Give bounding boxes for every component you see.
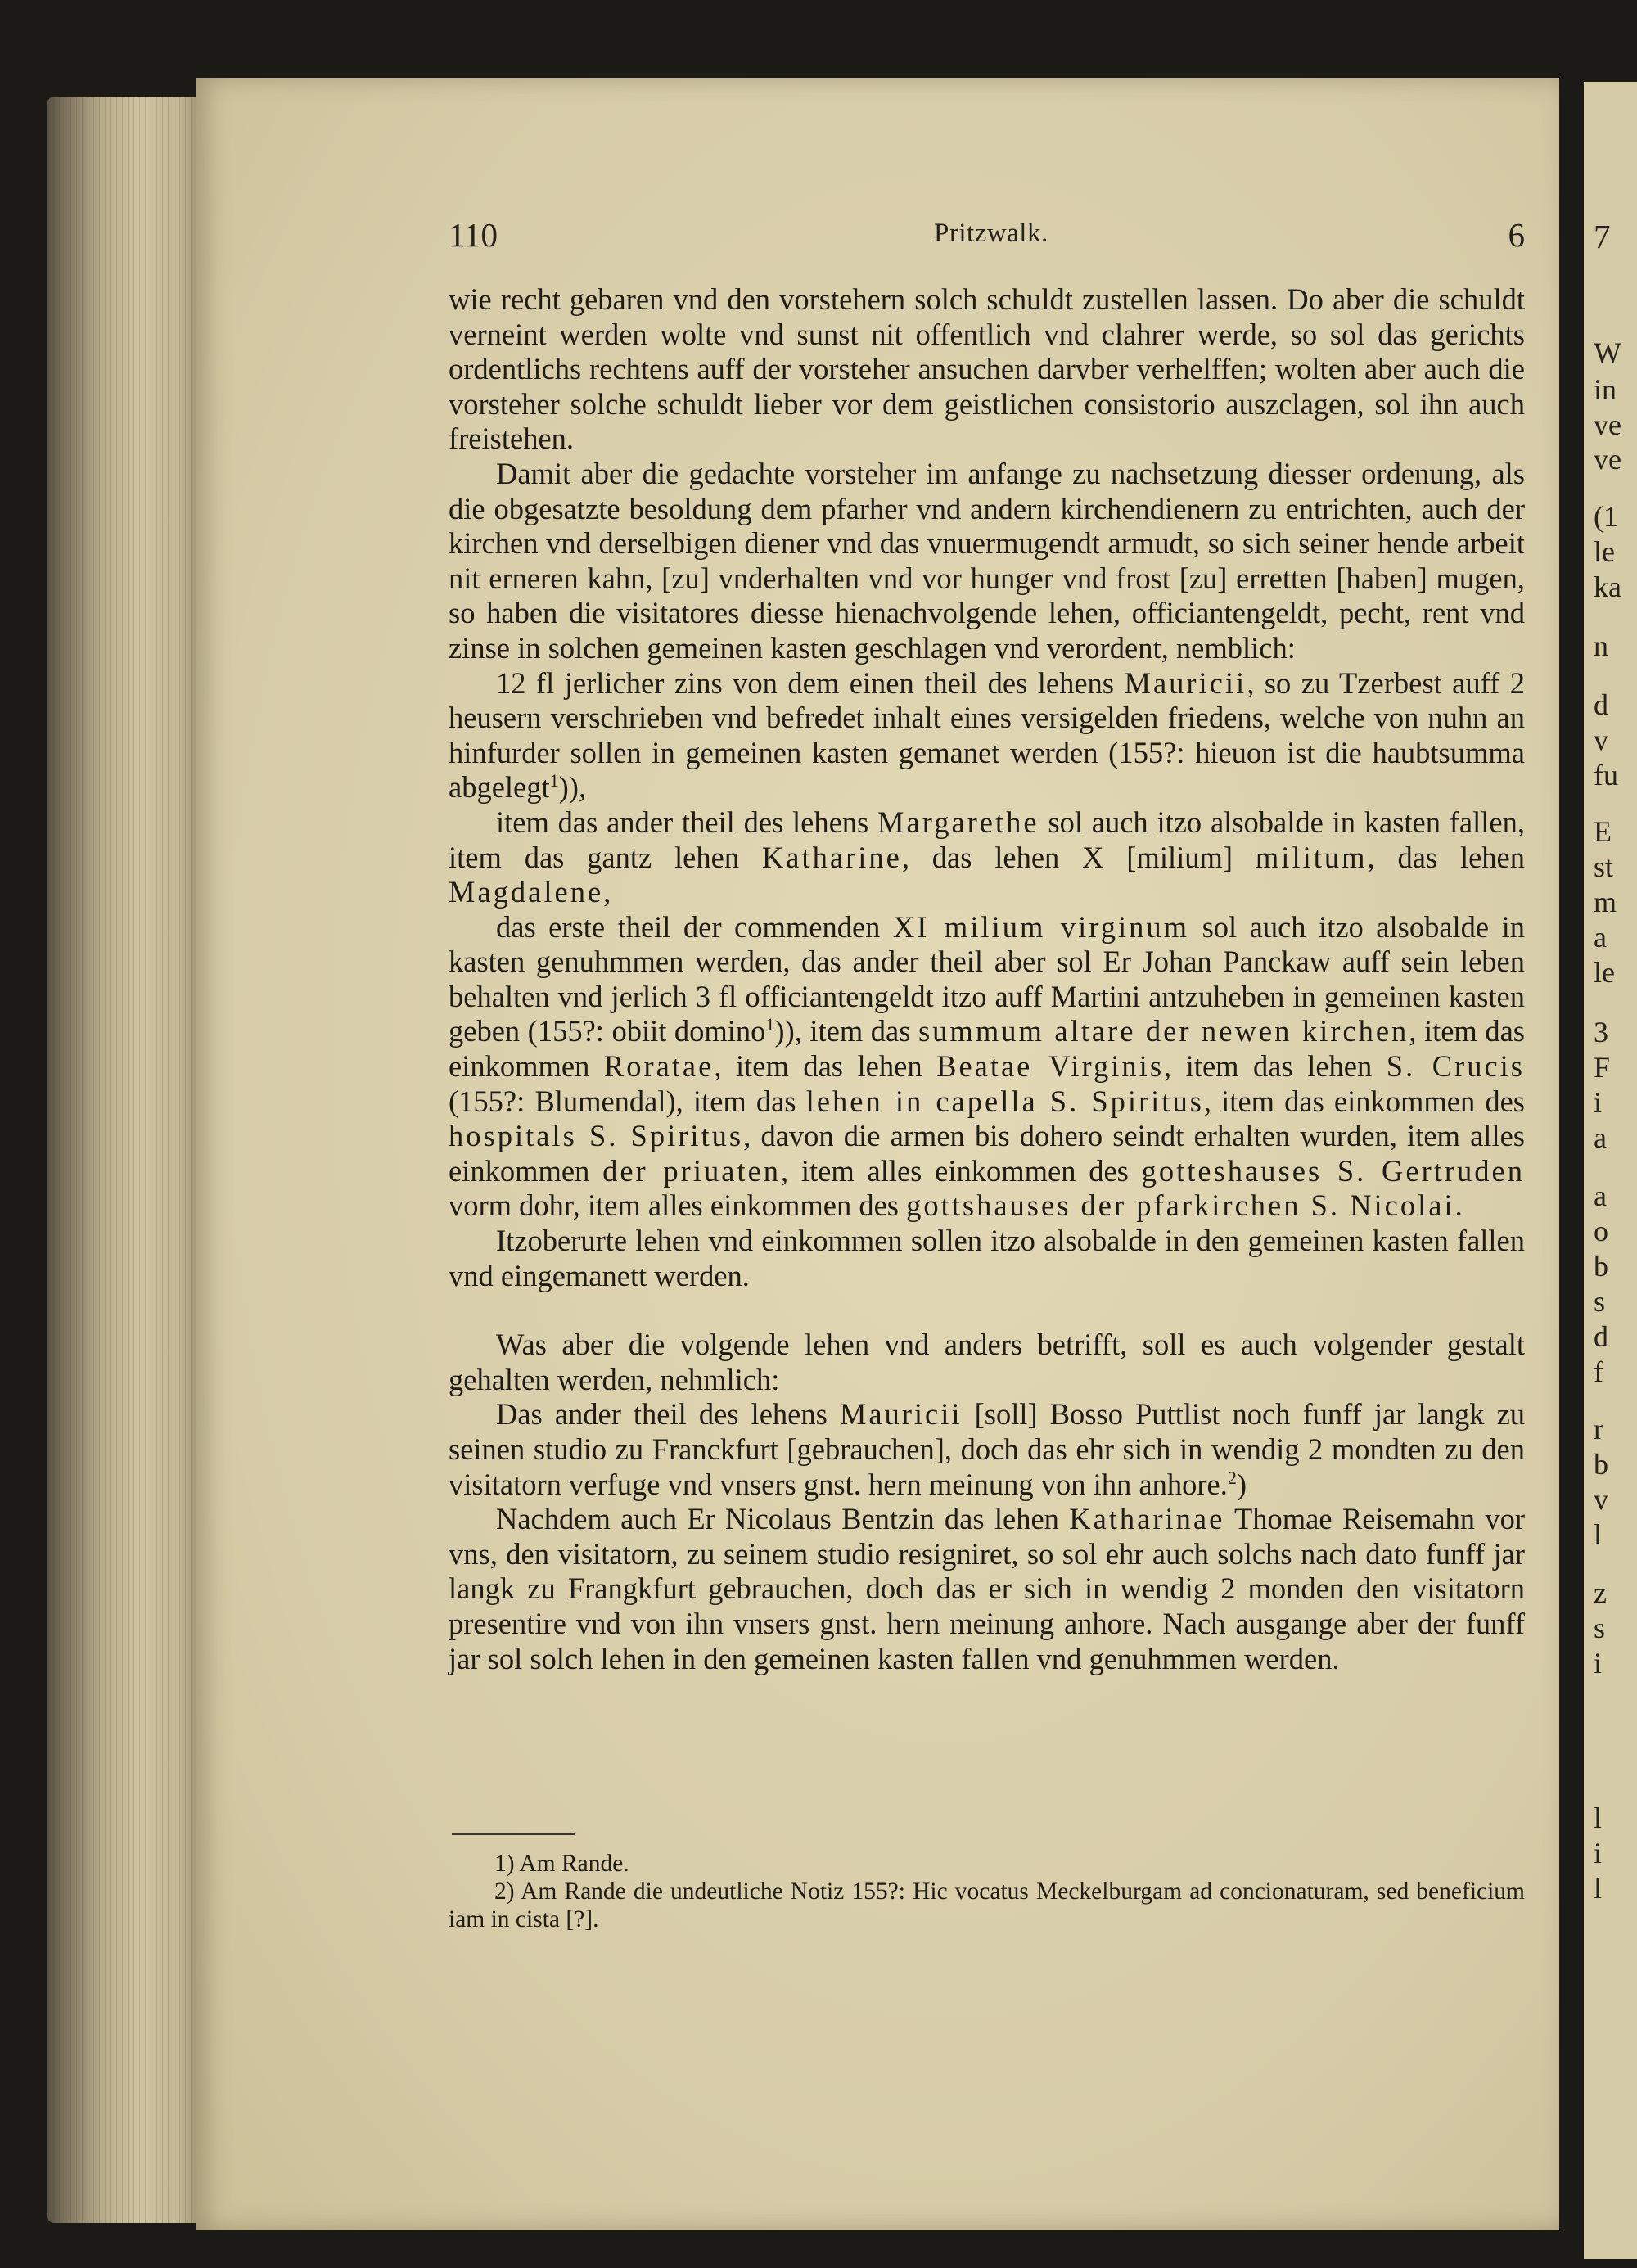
- text-run: )),: [558, 770, 587, 805]
- next-page-fragment: m: [1594, 886, 1617, 918]
- section-gap: [449, 1293, 1525, 1328]
- text-run: , item das lehen: [714, 1049, 922, 1084]
- text-run: )), item das: [774, 1014, 911, 1048]
- next-page-fragment: ve: [1594, 408, 1621, 441]
- page-number: 110: [449, 216, 498, 254]
- next-page-fragment: W: [1594, 336, 1621, 369]
- text-run: , das lehen X [milium]: [901, 840, 1233, 874]
- paragraph: Damit aber die gedachte vorsteher im anfange zu nachsetzung diesser ordenung, als die obgesatzte besoldung dem pfarher vnd andern kirchendienern zu entrichten, auch der kirchen vnd derselbigen diener vnd das vnuermugendt armudt, so sich seiner hende arbeit nit erneren kahn, [zu] vnderhalten vnd vor hunger vnd frost [zu] erretten [haben] mugen, so haben die visitatores diesse hienachvolgende lehen, officiantengeldt, pecht, rent vnd zinse in solchen gemeinen kasten geschlagen vnd verordent, nemblich:: [449, 456, 1525, 665]
- spaced-name: Katharinae: [1069, 1502, 1225, 1536]
- paragraph: [449, 666, 1525, 805]
- spaced-name: der priuaten: [602, 1153, 782, 1188]
- next-page-fragment: l: [1594, 1518, 1603, 1551]
- paragraph: Itzoberurte lehen vnd einkommen sollen itzo alsobalde in den gemeinen kasten fallen vnd eingemanett werden.: [449, 1224, 1525, 1292]
- spaced-name: XI milium virginum: [892, 909, 1190, 944]
- next-page-fragment: o: [1594, 1215, 1608, 1247]
- next-page-fragment: i: [1594, 1086, 1603, 1119]
- next-page-fragment: ve: [1594, 443, 1621, 476]
- text-run: , item alles einkommen des: [781, 1153, 1129, 1188]
- spaced-name: S. Crucis: [1386, 1049, 1526, 1084]
- next-page-fragment: b: [1594, 1250, 1608, 1283]
- text-run: , so zu Tzerbest auff 2 heusern verschrieben vnd befredet inhalt eines versigelden friedens, welche von nuhn an hinfurder sollen in gemeinen kasten gemanet werden (155?: hieuon ist die haubtsumma abgelegt: [449, 665, 1526, 805]
- next-page-fragment: i: [1594, 1647, 1603, 1680]
- text-run: sol auch itzo alsobalde in kasten genuhmmen werden, das ander theil aber sol Er Johan Panckaw auff sein leben behalten vnd jerlich 3 fl officiantengeldt itzo auff Martini antzuheben in gemeinen kasten geben (155?: obiit domino: [449, 909, 1526, 1048]
- next-page-fragment: fu: [1594, 759, 1618, 791]
- next-page-fragment: (1: [1594, 500, 1618, 533]
- next-page-fragment: f: [1594, 1355, 1603, 1388]
- main-text: [449, 282, 1525, 1676]
- text-run: sol auch itzo alsobalde in kasten fallen, item das gantz lehen: [449, 805, 1525, 874]
- next-page-fragment: b: [1594, 1448, 1608, 1481]
- next-page-fragment: le: [1594, 535, 1615, 568]
- next-page-fragment: 3: [1594, 1016, 1608, 1048]
- paragraph: Was aber die volgende lehen vnd anders betrifft, soll es auch volgender gestalt gehalten werden, nehmlich:: [449, 1328, 1525, 1396]
- spaced-name: Mauricii: [839, 1397, 963, 1432]
- next-page-fragment: ka: [1594, 570, 1621, 603]
- text-run: vorm dohr, item alles einkommen des: [449, 1188, 899, 1223]
- next-page-fragment: st: [1594, 850, 1614, 883]
- text-run: ,: [603, 875, 611, 909]
- spaced-name: Magdalene: [449, 875, 604, 909]
- spaced-name: militum: [1255, 840, 1368, 874]
- spaced-name: Mauricii: [1124, 665, 1247, 700]
- next-page-fragment: a: [1594, 921, 1607, 954]
- section-number: 6: [1508, 216, 1525, 254]
- spaced-name: gotteshauses S. Gertruden: [1141, 1153, 1525, 1188]
- spaced-name: Margarethe: [877, 805, 1039, 839]
- next-page-fragment: in: [1594, 373, 1617, 406]
- next-page-fragment: n: [1594, 629, 1608, 662]
- text-run: .: [1454, 1188, 1463, 1223]
- next-page-fragment: z: [1594, 1576, 1607, 1609]
- next-page-fragment: le: [1594, 956, 1615, 989]
- spaced-name: gottshauses der pfarkirchen S. Nicolai: [906, 1188, 1455, 1223]
- footnote-rule: [452, 1833, 575, 1835]
- footnote-1: 1) Am Rande.: [494, 1851, 629, 1877]
- paragraph: wie recht gebaren vnd den vorstehern solch schuldt zustellen lassen. Do aber die schuldt verneint werden wolte vnd sunst nit offentlich vnd clahrer werde, so sol das gerichts ordentlichs rechtens auff der vorsteher ansuchen darvber verhelffen; wolten aber auch die vorsteher solche schuldt lieber vor dem geistlichen consistorio auszclagen, sol ihn auch freistehen.: [449, 282, 1525, 456]
- paragraph: [449, 805, 1525, 910]
- footnote-2: 2) Am Rande die undeutliche Notiz 155?: Hic vocatus Meckelburgam ad concionaturam, sed beneficium iam in cista [?].: [449, 1878, 1525, 1932]
- spaced-name: Beatae Virginis: [936, 1049, 1165, 1084]
- spaced-name: hospitals S. Spiritus: [449, 1119, 744, 1153]
- text-run: item das ander theil des lehens: [496, 805, 869, 839]
- next-page-fragment: l: [1594, 1872, 1603, 1905]
- text-run: Nachdem auch Er Nicolaus Bentzin das lehen: [496, 1502, 1059, 1536]
- text-run: , item das lehen: [1164, 1049, 1373, 1084]
- running-title: Pritzwalk.: [934, 219, 1048, 248]
- next-page-fragment: a: [1594, 1121, 1607, 1154]
- footnotes: [449, 1850, 1525, 1933]
- next-page-fragment: l: [1594, 1801, 1603, 1834]
- footnote-ref: 1: [765, 1014, 775, 1035]
- next-page-fragment: v: [1594, 724, 1608, 756]
- next-page-fragment: d: [1594, 688, 1608, 721]
- text-run: , das lehen: [1367, 840, 1525, 874]
- next-page-fragment: s: [1594, 1612, 1606, 1644]
- text-run: Das ander theil des lehens: [496, 1397, 828, 1432]
- next-page-strip: [1584, 82, 1637, 2259]
- next-page-fragment: E: [1594, 815, 1612, 848]
- paragraph: [449, 1502, 1525, 1676]
- text-run: (155?: Blumendal), item das: [449, 1084, 796, 1118]
- text-run: [soll] Bosso Puttlist noch funff jar langk zu seinen studio zu Franckfurt [gebrauchen], doch das ehr sich in wendig 2 mondten zu den visitatorn verfuge vnd vnsers gnst. hern meinung von ihn anhore.: [449, 1397, 1526, 1501]
- footnote-ref: 1: [549, 770, 559, 791]
- next-page-fragment: i: [1594, 1837, 1603, 1869]
- book-page-edges: [47, 97, 203, 2223]
- running-head: [449, 215, 1525, 256]
- spaced-name: Roratae: [603, 1049, 715, 1084]
- text-run: 12 fl jerlicher zins von dem einen theil des lehens: [496, 665, 1114, 700]
- text-run: ): [1236, 1467, 1247, 1501]
- text-run: das erste theil der commenden: [496, 909, 881, 944]
- next-page-fragment: a: [1594, 1179, 1607, 1212]
- next-page-fragment: v: [1594, 1483, 1608, 1516]
- next-page-fragment: F: [1594, 1051, 1611, 1084]
- spaced-name: summum altare der newen kirchen: [918, 1014, 1409, 1048]
- text-run: , item das einkommen: [449, 1014, 1525, 1084]
- spaced-name: lehen in capella S. Spiritus: [805, 1084, 1204, 1118]
- next-page-fragment: d: [1594, 1320, 1608, 1353]
- next-page-fragment: r: [1594, 1413, 1603, 1445]
- text-run: , item das einkommen des: [1203, 1084, 1526, 1118]
- footnote-ref: 2: [1227, 1467, 1237, 1488]
- text-run: , davon die armen bis dohero seindt erhalten wurden, item alles einkommen: [449, 1119, 1525, 1188]
- spaced-name: Katharine: [761, 840, 902, 874]
- next-page-number: 7: [1594, 218, 1611, 255]
- paragraph: [449, 910, 1525, 1224]
- next-page-fragment: s: [1594, 1285, 1606, 1318]
- paragraph: [449, 1397, 1525, 1502]
- text-run: Thomae Reisemahn vor vns, den visitatorn, zu seinem studio resigniret, so sol ehr auch solchs nach dato funff jar langk zu Frangkfurt gebrauchen, doch das er sich in wendig 2 monden den visitatorn presentire vnd von ihn vnsers gnst. hern meinung anhore. Nach ausgange aber der funff jar sol solch lehen in den gemeinen kasten fallen vnd genuhmmen werden.: [449, 1502, 1525, 1675]
